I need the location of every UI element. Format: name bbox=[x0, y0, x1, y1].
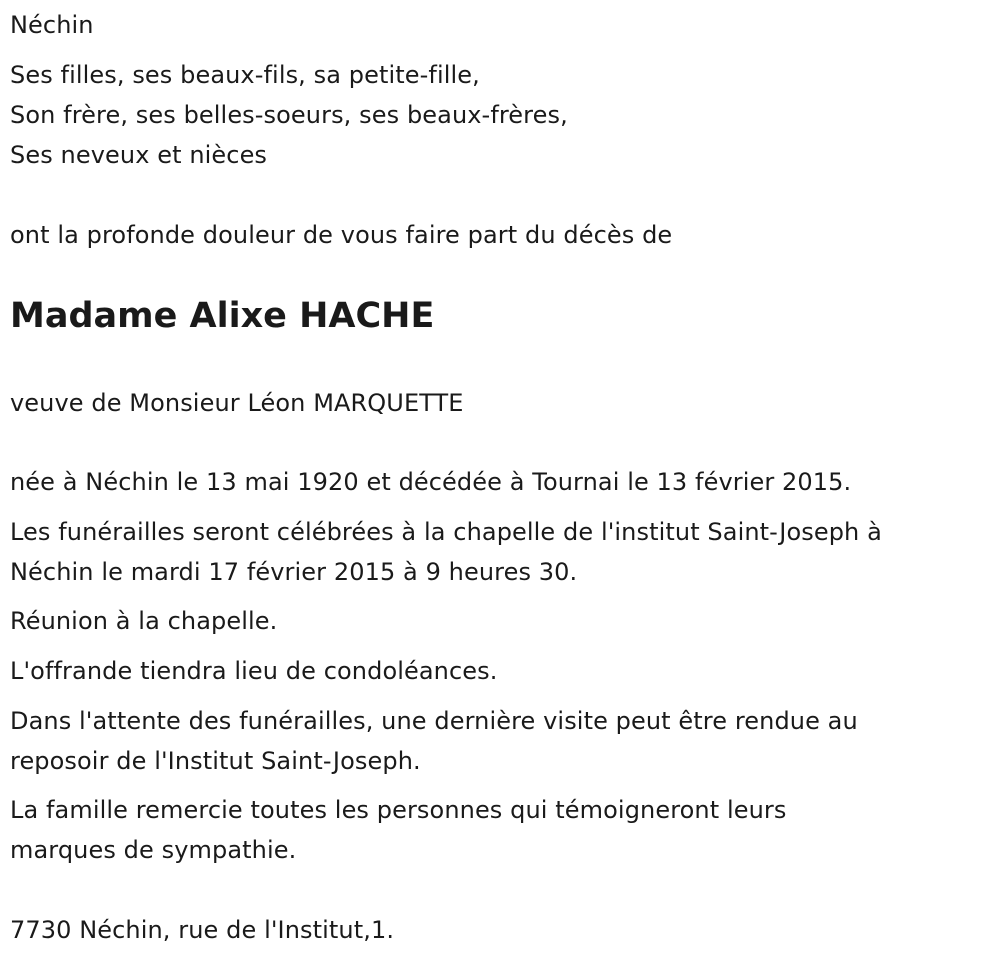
family-line: Ses neveux et nièces bbox=[10, 141, 268, 169]
thanks-line: La famille remercie toutes les personnes qui témoigneront leurs bbox=[10, 796, 787, 824]
announcement-text: ont la profonde douleur de vous faire part du décès de bbox=[10, 221, 673, 249]
offering-line: L'offrande tiendra lieu de condoléances. bbox=[10, 657, 498, 685]
funeral-line: Les funérailles seront célébrées à la chapelle de l'institut Saint-Joseph à bbox=[10, 518, 882, 546]
birth-death-line: née à Néchin le 13 mai 1920 et décédée à Tournai le 13 février 2015. bbox=[10, 468, 852, 496]
deceased-name: Madame Alixe HACHE bbox=[10, 296, 435, 336]
spouse-line: veuve de Monsieur Léon MARQUETTE bbox=[10, 389, 464, 417]
funeral-line: Néchin le mardi 17 février 2015 à 9 heures 30. bbox=[10, 558, 578, 586]
visit-line: reposoir de l'Institut Saint-Joseph. bbox=[10, 747, 421, 775]
visit-line: Dans l'attente des funérailles, une dernière visite peut être rendue au bbox=[10, 707, 858, 735]
meeting-line: Réunion à la chapelle. bbox=[10, 607, 278, 635]
thanks-line: marques de sympathie. bbox=[10, 836, 297, 864]
family-line: Ses filles, ses beaux-fils, sa petite-fille, bbox=[10, 61, 480, 89]
address-line: 7730 Néchin, rue de l'Institut,1. bbox=[10, 916, 395, 944]
family-line: Son frère, ses belles-soeurs, ses beaux-frères, bbox=[10, 101, 568, 129]
location-header: Néchin bbox=[10, 11, 94, 39]
